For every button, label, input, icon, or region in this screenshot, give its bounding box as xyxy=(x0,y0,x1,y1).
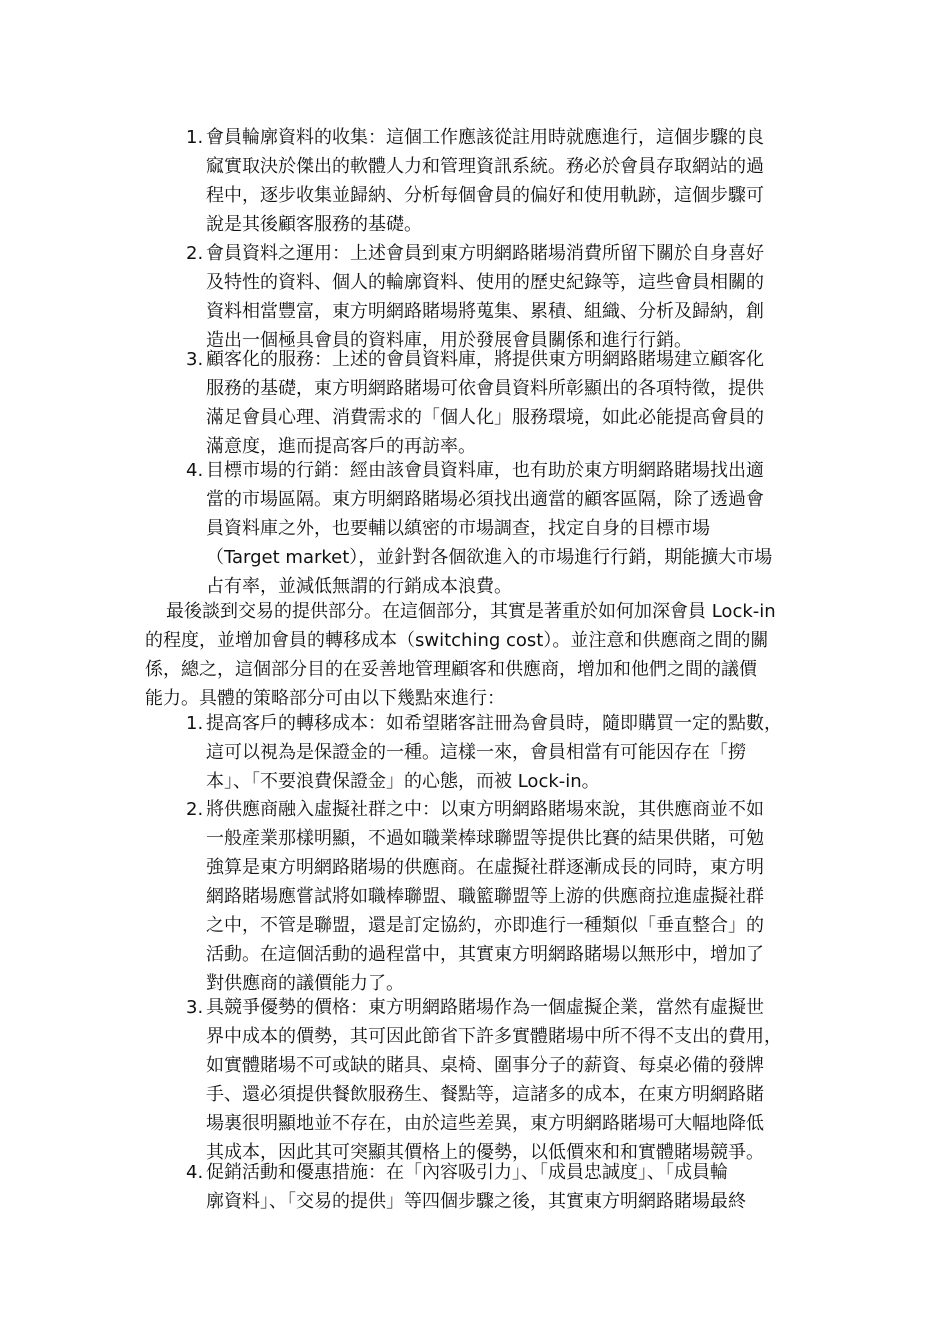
text-line: 場裏很明顯地並不存在，由於這些差異，東方明網路賭場可大幅地降低 xyxy=(206,1113,764,1134)
text-line: 滿足會員心理、消費需求的「個人化」服務環境，如此必能提高會員的 xyxy=(206,407,764,428)
text-line: 員資料庫之外，也要輔以縝密的市場調查，找定自身的目標市場 xyxy=(206,518,710,539)
text-line: 具競爭優勢的價格：東方明網路賭場作為一個虛擬企業，當然有虛擬世 xyxy=(206,997,764,1018)
text-line: （Target market），並針對各個欲進入的市場進行行銷，期能擴大市場 xyxy=(206,547,773,568)
text-line: 服務的基礎，東方明網路賭場可依會員資料所彰顯出的各項特徵，提供 xyxy=(206,378,764,399)
text-line: 活動。在這個活動的過程當中，其實東方明網路賭場以無形中，增加了 xyxy=(206,944,764,965)
list-number: 2. xyxy=(186,243,204,264)
text-line: 之中，不管是聯盟，還是訂定協約，亦即進行一種類似「垂直整合」的 xyxy=(206,915,764,936)
text-line: 其成本，因此其可突顯其價格上的優勢，以低價來和和實體賭場競爭。 xyxy=(206,1142,764,1163)
text-line: 當的市場區隔。東方明網路賭場必須找出適當的顧客區隔，除了透過會 xyxy=(206,489,764,510)
text-line: 促銷活動和優惠措施：在「內容吸引力」、「成員忠誠度」、「成員輪 xyxy=(206,1162,728,1183)
text-line: 這可以視為是保證金的一種。這樣一來，會員相當有可能因存在「撈 xyxy=(206,742,746,763)
text-line: 資料相當豐富，東方明網路賭場將蒐集、累積、組織、分析及歸納，創 xyxy=(206,301,764,322)
text-line: 手、還必須提供餐飲服務生、餐點等，這諸多的成本，在東方明網路賭 xyxy=(206,1084,764,1105)
text-line: 對供應商的議價能力了。 xyxy=(206,973,404,994)
list-number: 2. xyxy=(186,799,204,820)
list-number: 1. xyxy=(186,713,204,734)
text-line: 占有率，並減低無謂的行銷成本浪費。 xyxy=(206,576,512,597)
paragraph-line: 最後談到交易的提供部分。在這個部分，其實是著重於如何加深會員 Lock-in xyxy=(166,601,776,622)
list-number: 1. xyxy=(186,127,204,148)
text-line: 會員輪廓資料的收集：這個工作應該從註用時就應進行，這個步驟的良 xyxy=(206,127,764,148)
paragraph-line: 係，總之，這個部分目的在妥善地管理顧客和供應商，增加和他們之間的議價 xyxy=(145,659,757,680)
text-line: 界中成本的價勢，其可因此節省下許多實體賭場中所不得不支出的費用， xyxy=(206,1026,782,1047)
text-line: 說是其後顧客服務的基礎。 xyxy=(206,214,422,235)
text-line: 強算是東方明網路賭場的供應商。在虛擬社群逐漸成長的同時，東方明 xyxy=(206,857,764,878)
text-line: 廓資料」、「交易的提供」等四個步驟之後，其實東方明網路賭場最終 xyxy=(206,1191,746,1212)
text-line: 一般產業那樣明顯，不過如職業棒球聯盟等提供比賽的結果供賭，可勉 xyxy=(206,828,764,849)
text-line: 網路賭場應嘗試將如職棒聯盟、職籃聯盟等上游的供應商拉進虛擬社群 xyxy=(206,886,764,907)
text-line: 目標市場的行銷：經由該會員資料庫，也有助於東方明網路賭場找出適 xyxy=(206,460,764,481)
list-number: 3. xyxy=(186,349,204,370)
text-line: 提高客戶的轉移成本：如希望賭客註冊為會員時，隨即購買一定的點數， xyxy=(206,713,782,734)
text-line: 會員資料之運用：上述會員到東方明網路賭場消費所留下關於自身喜好 xyxy=(206,243,764,264)
paragraph-line: 能力。具體的策略部分可由以下幾點來進行： xyxy=(145,688,505,709)
text-line: 將供應商融入虛擬社群之中：以東方明網路賭場來說，其供應商並不如 xyxy=(206,799,764,820)
list-number: 4. xyxy=(186,460,204,481)
text-line: 滿意度，進而提高客戶的再訪率。 xyxy=(206,436,476,457)
text-line: 本」、「不要浪費保證金」的心態，而被 Lock-in。 xyxy=(206,771,600,792)
text-line: 程中，逐步收集並歸納、分析每個會員的偏好和使用軌跡，這個步驟可 xyxy=(206,185,764,206)
paragraph-line: 的程度，並增加會員的轉移成本（switching cost）。並注意和供應商之間的關 xyxy=(145,630,769,651)
text-line: 顧客化的服務：上述的會員資料庫，將提供東方明網路賭場建立顧客化 xyxy=(206,349,764,370)
text-line: 窳實取決於傑出的軟體人力和管理資訊系統。務必於會員存取網站的過 xyxy=(206,156,764,177)
text-line: 造出一個極具會員的資料庫，用於發展會員關係和進行行銷。 xyxy=(206,330,692,351)
list-number: 3. xyxy=(186,997,204,1018)
text-line: 及特性的資料、個人的輪廓資料、使用的歷史紀錄等，這些會員相關的 xyxy=(206,272,764,293)
list-number: 4. xyxy=(186,1162,204,1183)
text-line: 如實體賭場不可或缺的賭具、桌椅、圍事分子的薪資、每桌必備的發牌 xyxy=(206,1055,764,1076)
